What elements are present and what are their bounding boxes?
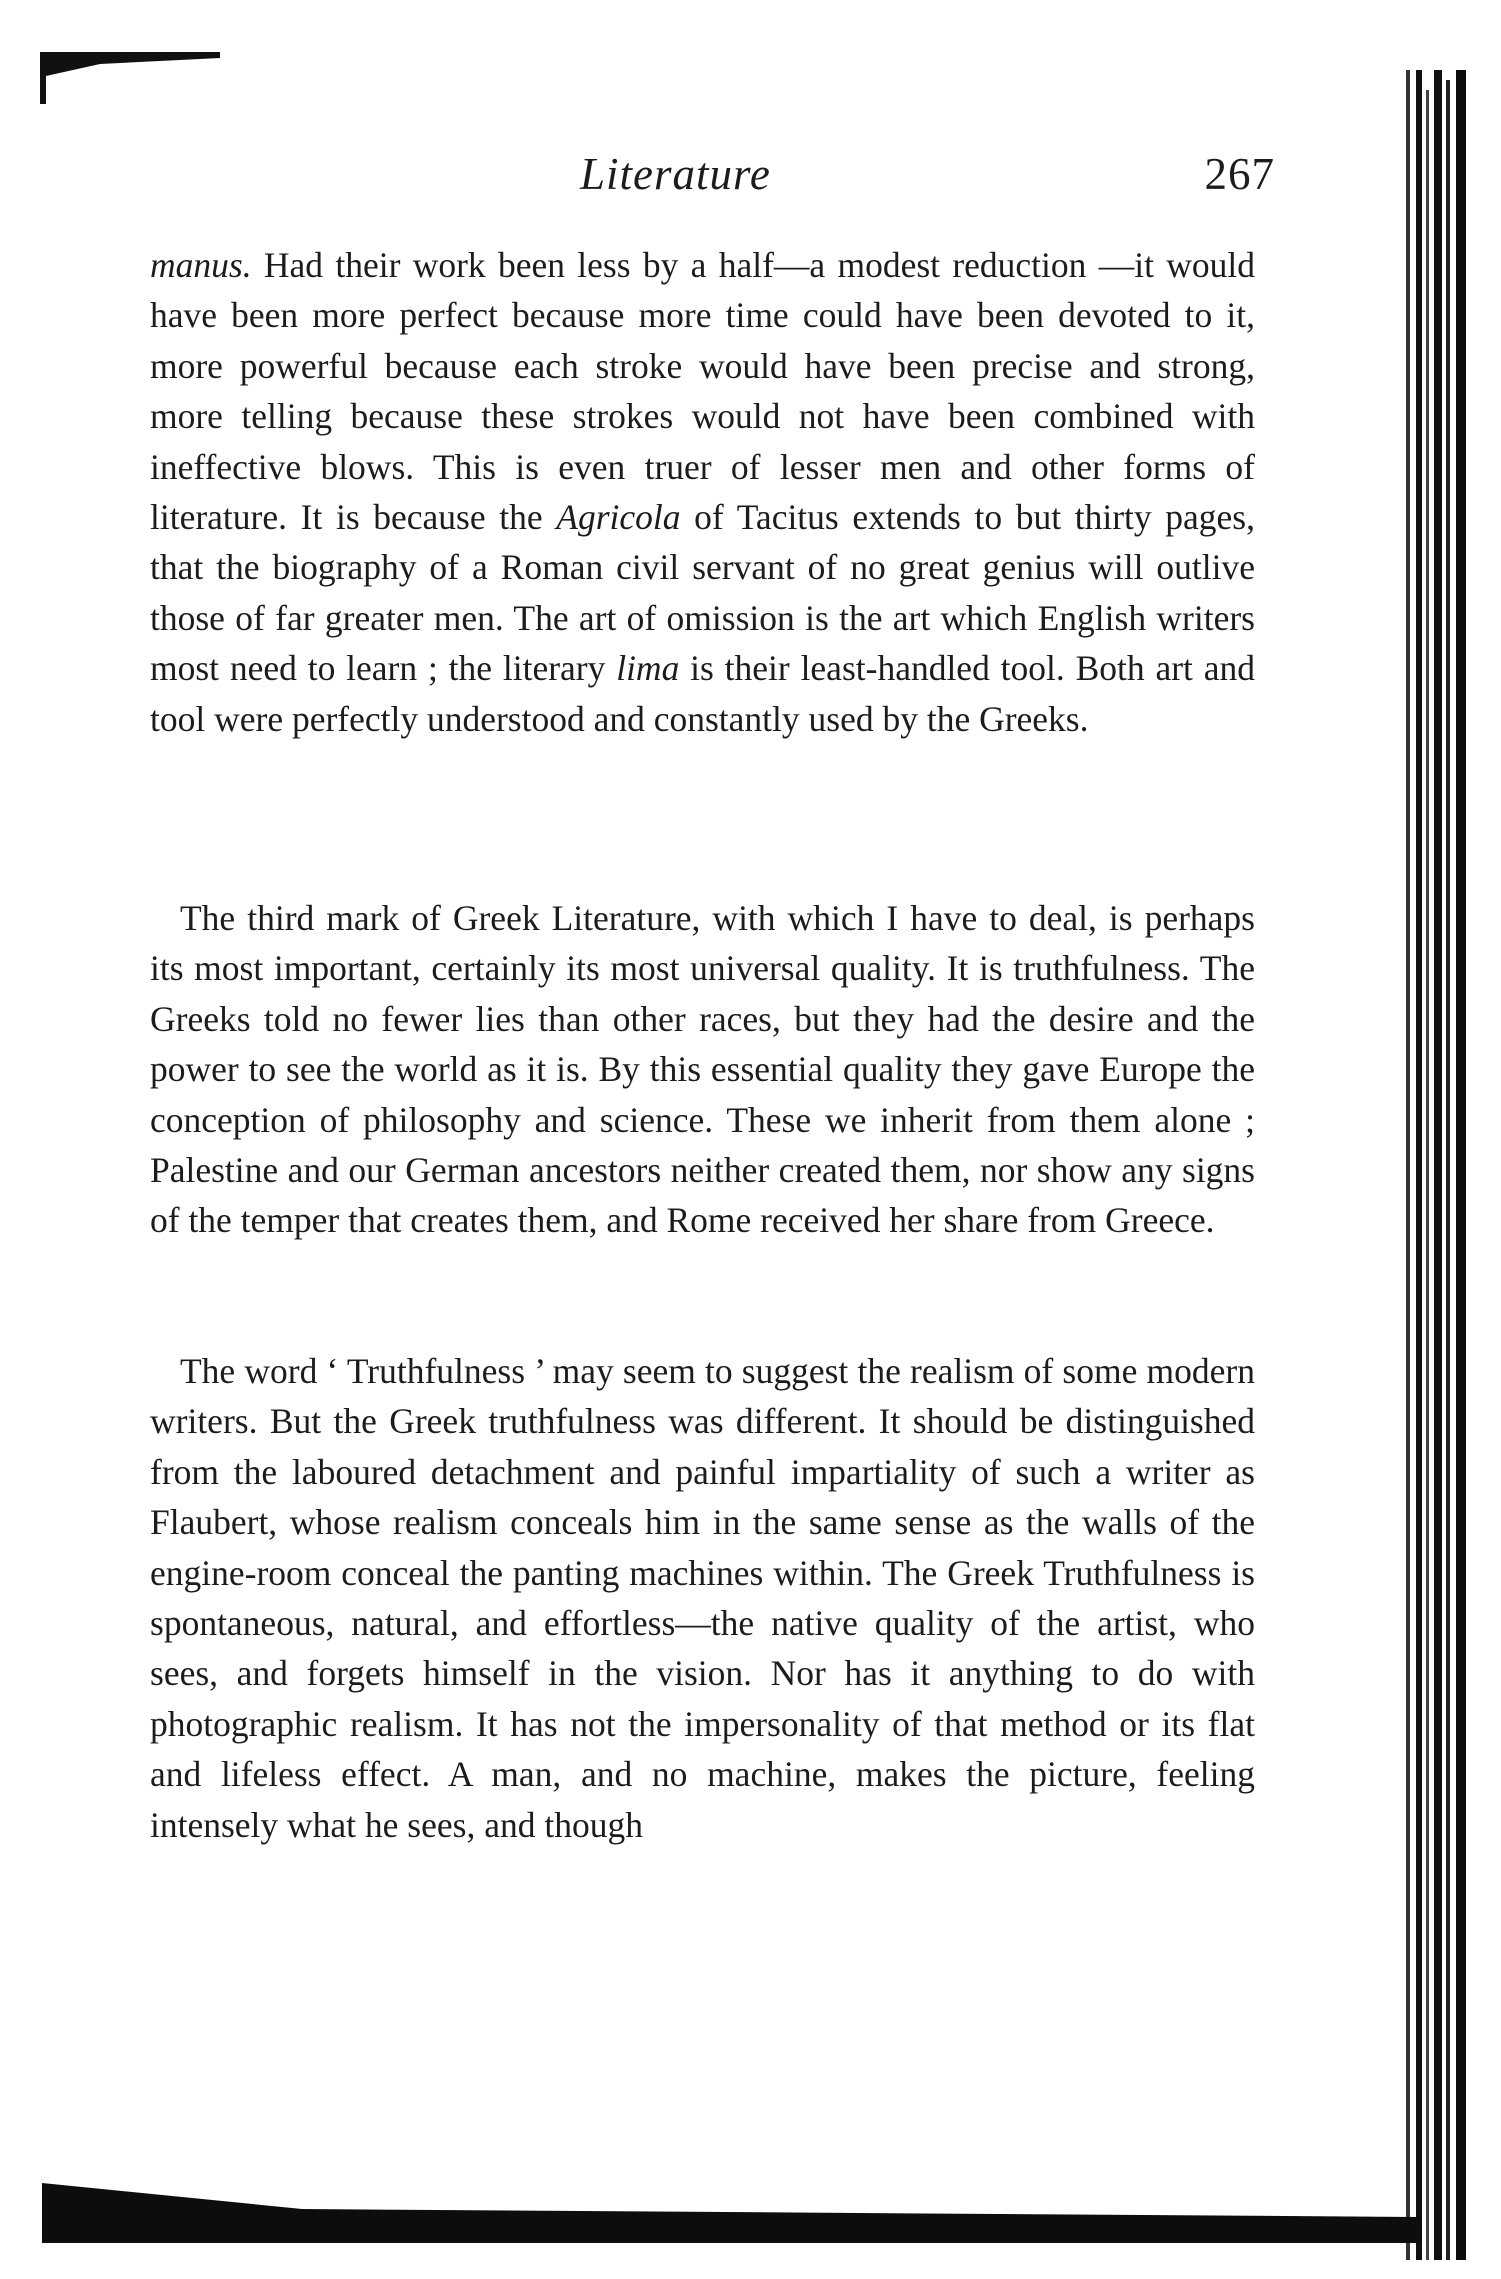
italic-word-manus: manus.	[150, 245, 252, 285]
paragraph-1-part-c: is their least-handled tool. Both art and tool were perfectly understood and constantly used by the Greeks.	[150, 648, 1255, 739]
page-number: 267	[1204, 149, 1275, 199]
paragraph-text: The third mark of Greek Literature, with which I have to deal, is perhaps its most important, certainly its most universal quality. It is truthfulness. The Greeks told no fewer lies than other races, but they had the desire and the power to see the world as it is. By this essential quality they gave Europe the conception of philosophy and science. These we inherit from them alone ; Palestine and our German ancestors neither created them, nor show any signs of the temper that creates them, and Rome received her share from Greece.	[150, 898, 1255, 1241]
scan-right-edge	[1400, 70, 1472, 2260]
body-paragraph-3	[150, 1346, 1255, 1850]
scan-corner-mark	[40, 52, 220, 104]
paragraph-text	[150, 240, 1255, 744]
paragraph-1-part-b: of Tacitus extends to but thirty pages, that the biography of a Roman civil servant of no great genius will outlive those of far greater men. The art of omission is the art which English writers most need to learn ; the literary	[150, 497, 1255, 689]
paragraph-1-part-a: Had their work been less by a half—a modest reduction —it would have been more perfect because more time could have been devoted to it, more powerful because each stroke would have been precise and strong, more telling because these strokes would not have been combined with ineffective blows. This is even truer of lesser men and other forms of literature. It is because the	[150, 245, 1255, 538]
italic-word-agricola: Agricola	[556, 497, 681, 538]
body-paragraph-1	[150, 240, 1255, 744]
running-title: Literature	[580, 149, 771, 199]
paragraph-text: The word ‘ Truthfulness ’ may seem to suggest the realism of some modern writers. But the Greek truthfulness was different. It should be distinguished from the laboured detachment and painful impartiality of such a writer as Flaubert, whose realism conceals him in the same sense as the walls of the engine-room conceal the panting machines within. The Greek Truthfulness is spontaneous, natural, and effortless—the native quality of the artist, who sees, and forgets himself in the vision. Nor has it anything to do with photographic realism. It has not the impersonality of that method or its flat and lifeless effect. A man, and no machine, makes the picture, feeling intensely what he sees, and though	[150, 1351, 1255, 1845]
italic-word-lima: lima	[616, 648, 680, 689]
scan-bottom-edge	[42, 2183, 1422, 2243]
body-paragraph-2	[150, 893, 1255, 1246]
page-header	[150, 148, 1275, 218]
